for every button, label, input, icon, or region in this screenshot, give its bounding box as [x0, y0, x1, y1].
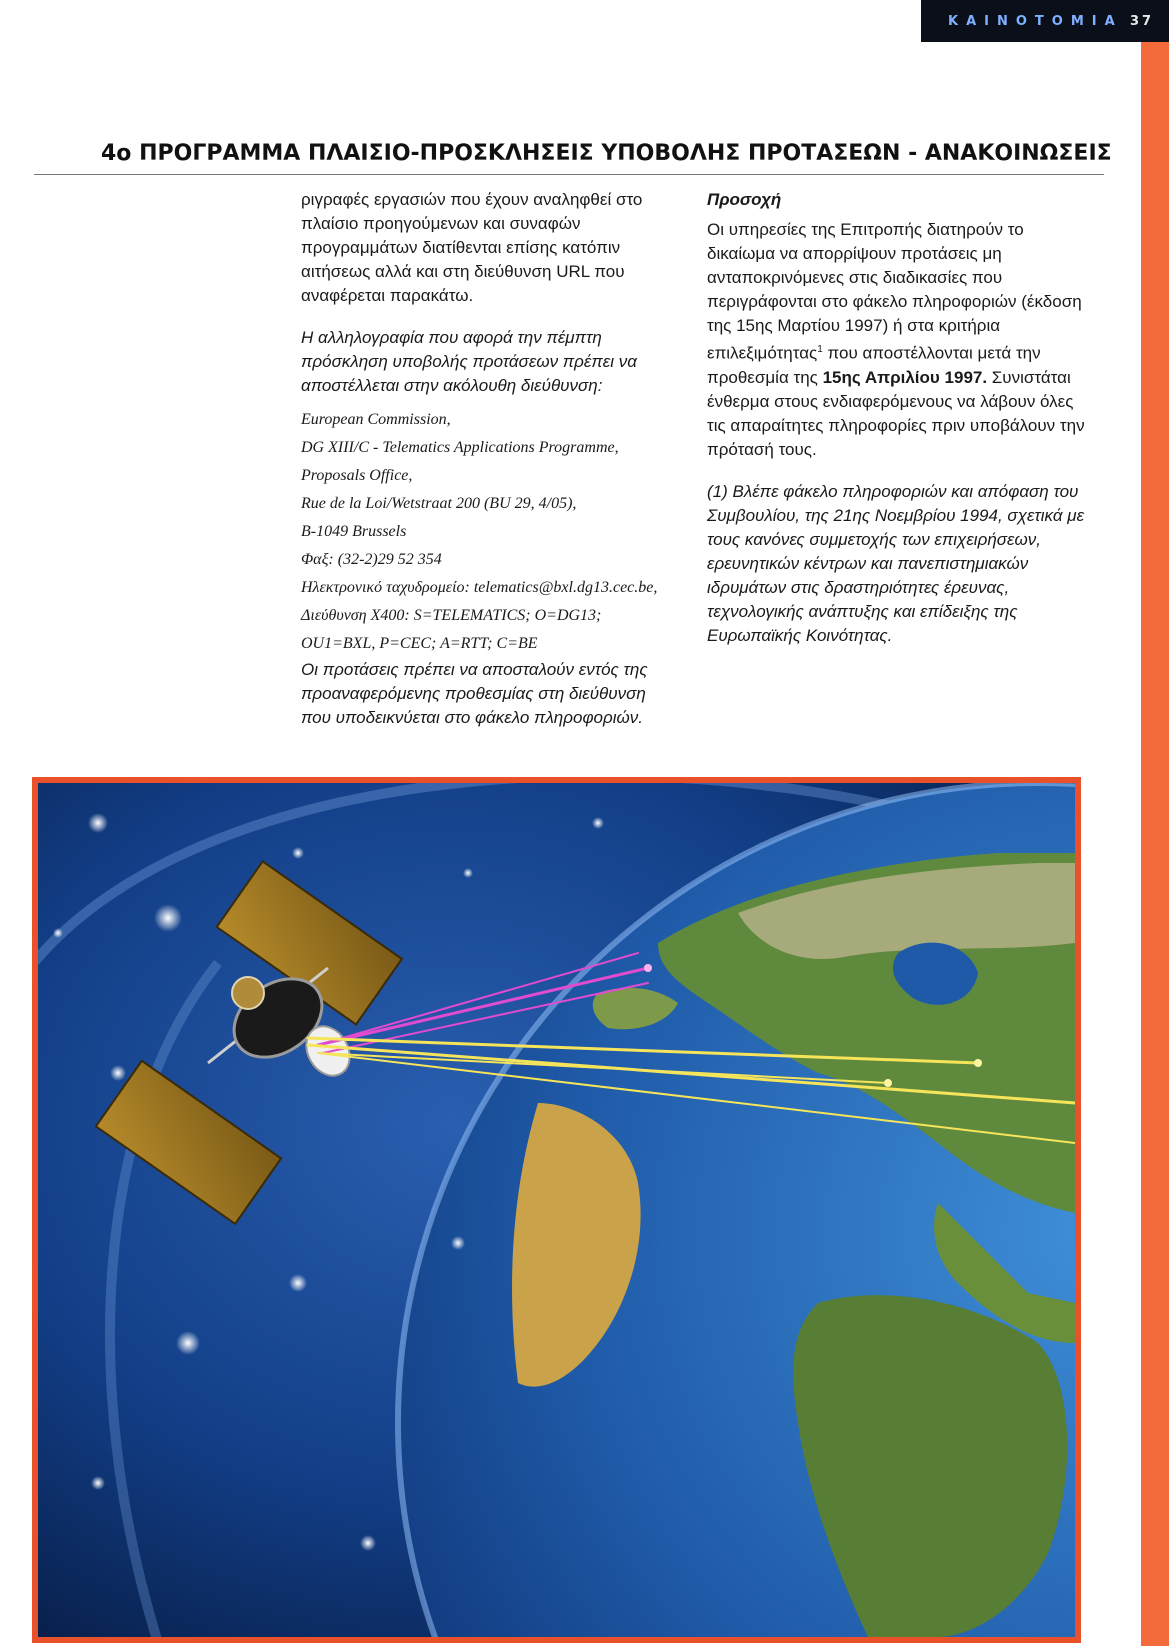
address-line: European Commission,: [301, 411, 451, 428]
star: [463, 868, 473, 878]
attention-paragraph: [707, 218, 1089, 462]
attention-text: Συνιστάται ένθερμα στους ενδιαφερόμενους να λάβουν όλες τις απαραίτητες πληροφορίες πριν υποβάλουν την πρότασή τους.: [707, 367, 1085, 459]
star: [110, 1065, 126, 1081]
submission-paragraph: Οι προτάσεις πρέπει να αποσταλούν εντός της προαναφερόμενης προθεσμίας στη διεύθυνση που υποδεικνύεται στο φάκελο πληροφοριών.: [301, 660, 648, 727]
attention-text: που αποστέλλονται μετά την προθεσμία της: [707, 343, 1041, 387]
attention-heading: Προσοχή: [707, 190, 782, 209]
footnote-mark: 1: [817, 344, 823, 355]
footnote: (1) Βλέπε φάκελο πληροφοριών και απόφαση του Συμβουλίου, της 21ης Νοεμβρίου 1994, σχετικά με τους κανόνες συμμετοχής των επιχειρήσεων, ερευνητικών κέντρων και πανεπιστημιακών ιδρυμάτων στις δραστηριότητες έρευνας, τεχνολογικής ανάπτυξης και επίδειξης της Ευρωπαϊκής Κοινότητας.: [707, 481, 1085, 645]
beam-endpoint: [644, 964, 652, 972]
header-divider: [34, 174, 1104, 175]
star: [88, 813, 108, 833]
page-title: 4ο ΠΡΟΓΡΑΜΜΑ ΠΛΑΙΣΙΟ-ΠΡΟΣΚΛΗΣΕΙΣ ΥΠΟΒΟΛΗΣ ΠΡΟΤΑΣΕΩΝ - ΑΝΑΚΟΙΝΩΣΕΙΣ: [101, 141, 1112, 166]
page-number: 37: [1130, 14, 1155, 29]
edge-accent-strip: [1141, 42, 1169, 1646]
beam-endpoint: [884, 1079, 892, 1087]
address-line: Rue de la Loi/Wetstraat 200 (BU 29, 4/05),: [301, 495, 577, 512]
star: [154, 904, 182, 932]
intro-paragraph: ριγραφές εργασιών που έχουν αναληφθεί στο πλαίσιο προηγούμενων και συναφών προγραμμάτων διατίθενται επίσης κατόπιν αιτήσεως αλλά και στη διεύθυνση URL που αναφέρεται παρακάτω.: [301, 190, 643, 305]
star: [292, 847, 304, 859]
x400-line: OU1=BXL, P=CEC; A=RTT; C=BE: [301, 635, 538, 652]
star: [91, 1476, 105, 1490]
address-line: DG XIII/C - Telematics Applications Programme, Proposals Office,: [301, 439, 619, 484]
star: [53, 928, 63, 938]
beam-endpoint: [974, 1059, 982, 1067]
correspondence-paragraph: Η αλληλογραφία που αφορά την πέμπτη πρόσκληση υποβολής προτάσεων πρέπει να αποστέλλεται στην ακόλουθη διεύθυνση:: [301, 328, 637, 395]
left-column: [301, 188, 679, 730]
deadline-date: 15ης Απριλίου 1997.: [822, 367, 988, 387]
email-line: Ηλεκτρονικό ταχυδρομείο: telematics@bxl.dg13.cec.be,: [301, 579, 658, 596]
attention-text: Οι υπηρεσίες της Επιτροπής διατηρούν το δικαίωμα να απορρίψουν προτάσεις μη ανταποκρινόμενες στις διαδικασίες που περιγράφονται στο φάκελο πληροφοριών (έκδοση της 15ης Μαρτίου 1997) ή στα κριτήρια επιλεξιμότητας: [707, 220, 1082, 363]
section-label: ΚΑΙΝΟΤΟΜΙΑ: [948, 14, 1123, 29]
satellite-illustration-svg: [38, 783, 1075, 1637]
star: [592, 817, 604, 829]
satellite-earth-illustration: [32, 777, 1081, 1643]
address-line: B-1049 Brussels: [301, 523, 407, 540]
star: [289, 1274, 307, 1292]
star: [451, 1236, 465, 1250]
x400-line: Διεύθυνση X400: S=TELEMATICS; O=DG13;: [301, 607, 602, 624]
star: [176, 1331, 200, 1355]
fax-line: Φαξ: (32-2)29 52 354: [301, 551, 442, 568]
satellite-dome: [232, 977, 264, 1009]
right-column: [707, 188, 1089, 648]
star: [360, 1535, 376, 1551]
